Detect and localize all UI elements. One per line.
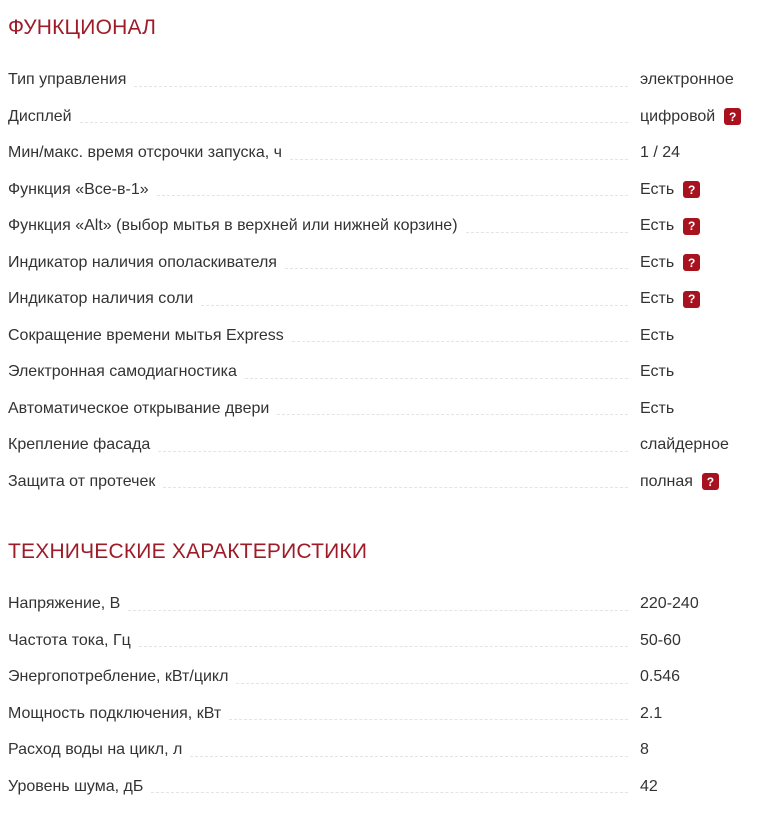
- dotted-leader: [157, 195, 628, 196]
- section-title: ТЕХНИЧЕСКИЕ ХАРАКТЕРИСТИКИ: [8, 540, 368, 563]
- help-icon[interactable]: [702, 473, 719, 490]
- spec-value: слайдерное: [640, 436, 729, 454]
- spec-value-cell: [640, 595, 740, 613]
- spec-value: 8: [640, 741, 649, 759]
- spec-value-cell: [640, 254, 740, 272]
- spec-value-cell: [640, 71, 740, 89]
- spec-rows: [8, 62, 740, 500]
- spec-label: Мин/макс. время отсрочки запуска, ч: [8, 144, 282, 162]
- spec-label: Крепление фасада: [8, 436, 151, 454]
- spec-value-cell: [640, 632, 740, 650]
- spec-value: 50-60: [640, 631, 681, 649]
- section-title: ФУНКЦИОНАЛ: [8, 16, 157, 39]
- spec-sections: [8, 16, 740, 805]
- dotted-leader: [158, 451, 628, 452]
- spec-value: Есть: [640, 253, 675, 271]
- dotted-leader: [229, 719, 628, 720]
- spec-value: Есть: [640, 290, 675, 308]
- spec-row: [8, 427, 740, 464]
- spec-label: Энергопотребление, кВт/цикл: [8, 668, 229, 686]
- spec-row: [8, 245, 740, 282]
- spec-label: Автоматическое открывание двери: [8, 399, 270, 417]
- spec-row: [8, 99, 740, 136]
- spec-value-cell: [640, 741, 740, 759]
- question-mark-glyph: ?: [687, 292, 696, 307]
- dotted-leader: [466, 232, 628, 233]
- spec-row: [8, 135, 740, 172]
- spec-value: полная: [640, 472, 693, 490]
- help-icon[interactable]: [683, 254, 700, 271]
- dotted-leader: [80, 122, 628, 123]
- spec-label: Тип управления: [8, 71, 127, 89]
- spec-value: 2.1: [640, 704, 663, 722]
- spec-row: [8, 281, 740, 318]
- spec-label: Уровень шума, дБ: [8, 777, 144, 795]
- dotted-leader: [163, 487, 628, 488]
- spec-value-cell: [640, 778, 740, 796]
- spec-row: [8, 208, 740, 245]
- spec-section: [8, 16, 740, 500]
- spec-value-cell: [640, 108, 740, 126]
- question-mark-glyph: ?: [687, 255, 696, 270]
- help-icon[interactable]: [683, 291, 700, 308]
- question-mark-glyph: ?: [687, 219, 696, 234]
- spec-label: Электронная самодиагностика: [8, 363, 237, 381]
- spec-value: Есть: [640, 363, 675, 381]
- spec-label: Индикатор наличия ополаскивателя: [8, 253, 277, 271]
- spec-value-cell: [640, 400, 740, 418]
- spec-section: [8, 540, 740, 805]
- spec-value: 0.546: [640, 668, 681, 686]
- spec-label: Функция «Alt» (выбор мытья в верхней или нижней корзине): [8, 217, 458, 235]
- spec-value-cell: [640, 436, 740, 454]
- spec-rows: [8, 586, 740, 805]
- spec-row: [8, 391, 740, 428]
- spec-value-cell: [640, 144, 740, 162]
- dotted-leader: [285, 268, 628, 269]
- spec-value-cell: [640, 290, 740, 308]
- spec-label: Частота тока, Гц: [8, 631, 131, 649]
- dotted-leader: [128, 610, 628, 611]
- dotted-leader: [236, 683, 628, 684]
- spec-value: Есть: [640, 326, 675, 344]
- spec-value: Есть: [640, 399, 675, 417]
- spec-label: Напряжение, В: [8, 595, 121, 613]
- help-icon[interactable]: [683, 218, 700, 235]
- spec-row: [8, 354, 740, 391]
- spec-value: цифровой: [640, 107, 716, 125]
- spec-value: 42: [640, 777, 658, 795]
- spec-value-cell: [640, 181, 740, 199]
- dotted-leader: [277, 414, 628, 415]
- spec-row: [8, 732, 740, 769]
- spec-row: [8, 623, 740, 660]
- spec-value-cell: [640, 217, 740, 235]
- question-mark-glyph: ?: [729, 109, 737, 124]
- spec-value-cell: [640, 473, 740, 491]
- spec-row: [8, 62, 740, 99]
- spec-label: Функция «Все-в-1»: [8, 180, 149, 198]
- dotted-leader: [134, 86, 628, 87]
- spec-value-cell: [640, 705, 740, 723]
- help-icon[interactable]: [683, 181, 700, 198]
- dotted-leader: [201, 305, 628, 306]
- dotted-leader: [151, 792, 628, 793]
- spec-label: Защита от протечек: [8, 472, 156, 490]
- dotted-leader: [292, 341, 628, 342]
- spec-value-cell: [640, 668, 740, 686]
- dotted-leader: [139, 646, 628, 647]
- spec-row: [8, 464, 740, 501]
- dotted-leader: [190, 756, 628, 757]
- dotted-leader: [290, 159, 628, 160]
- spec-row: [8, 318, 740, 355]
- spec-value: Есть: [640, 180, 675, 198]
- help-icon[interactable]: [724, 108, 741, 125]
- spec-value: электронное: [640, 71, 734, 89]
- question-mark-glyph: ?: [687, 182, 696, 197]
- spec-value: 1 / 24: [640, 144, 681, 162]
- spec-row: [8, 769, 740, 806]
- spec-label: Дисплей: [8, 107, 72, 125]
- spec-value: 220-240: [640, 595, 699, 613]
- spec-row: [8, 696, 740, 733]
- spec-label: Мощность подключения, кВт: [8, 704, 222, 722]
- spec-row: [8, 172, 740, 209]
- spec-row: [8, 659, 740, 696]
- spec-label: Сокращение времени мытья Express: [8, 326, 284, 344]
- spec-value-cell: [640, 363, 740, 381]
- spec-value-cell: [640, 327, 740, 345]
- spec-label: Индикатор наличия соли: [8, 290, 194, 308]
- spec-value: Есть: [640, 217, 675, 235]
- spec-label: Расход воды на цикл, л: [8, 741, 183, 759]
- dotted-leader: [245, 378, 628, 379]
- question-mark-glyph: ?: [706, 474, 715, 489]
- spec-row: [8, 586, 740, 623]
